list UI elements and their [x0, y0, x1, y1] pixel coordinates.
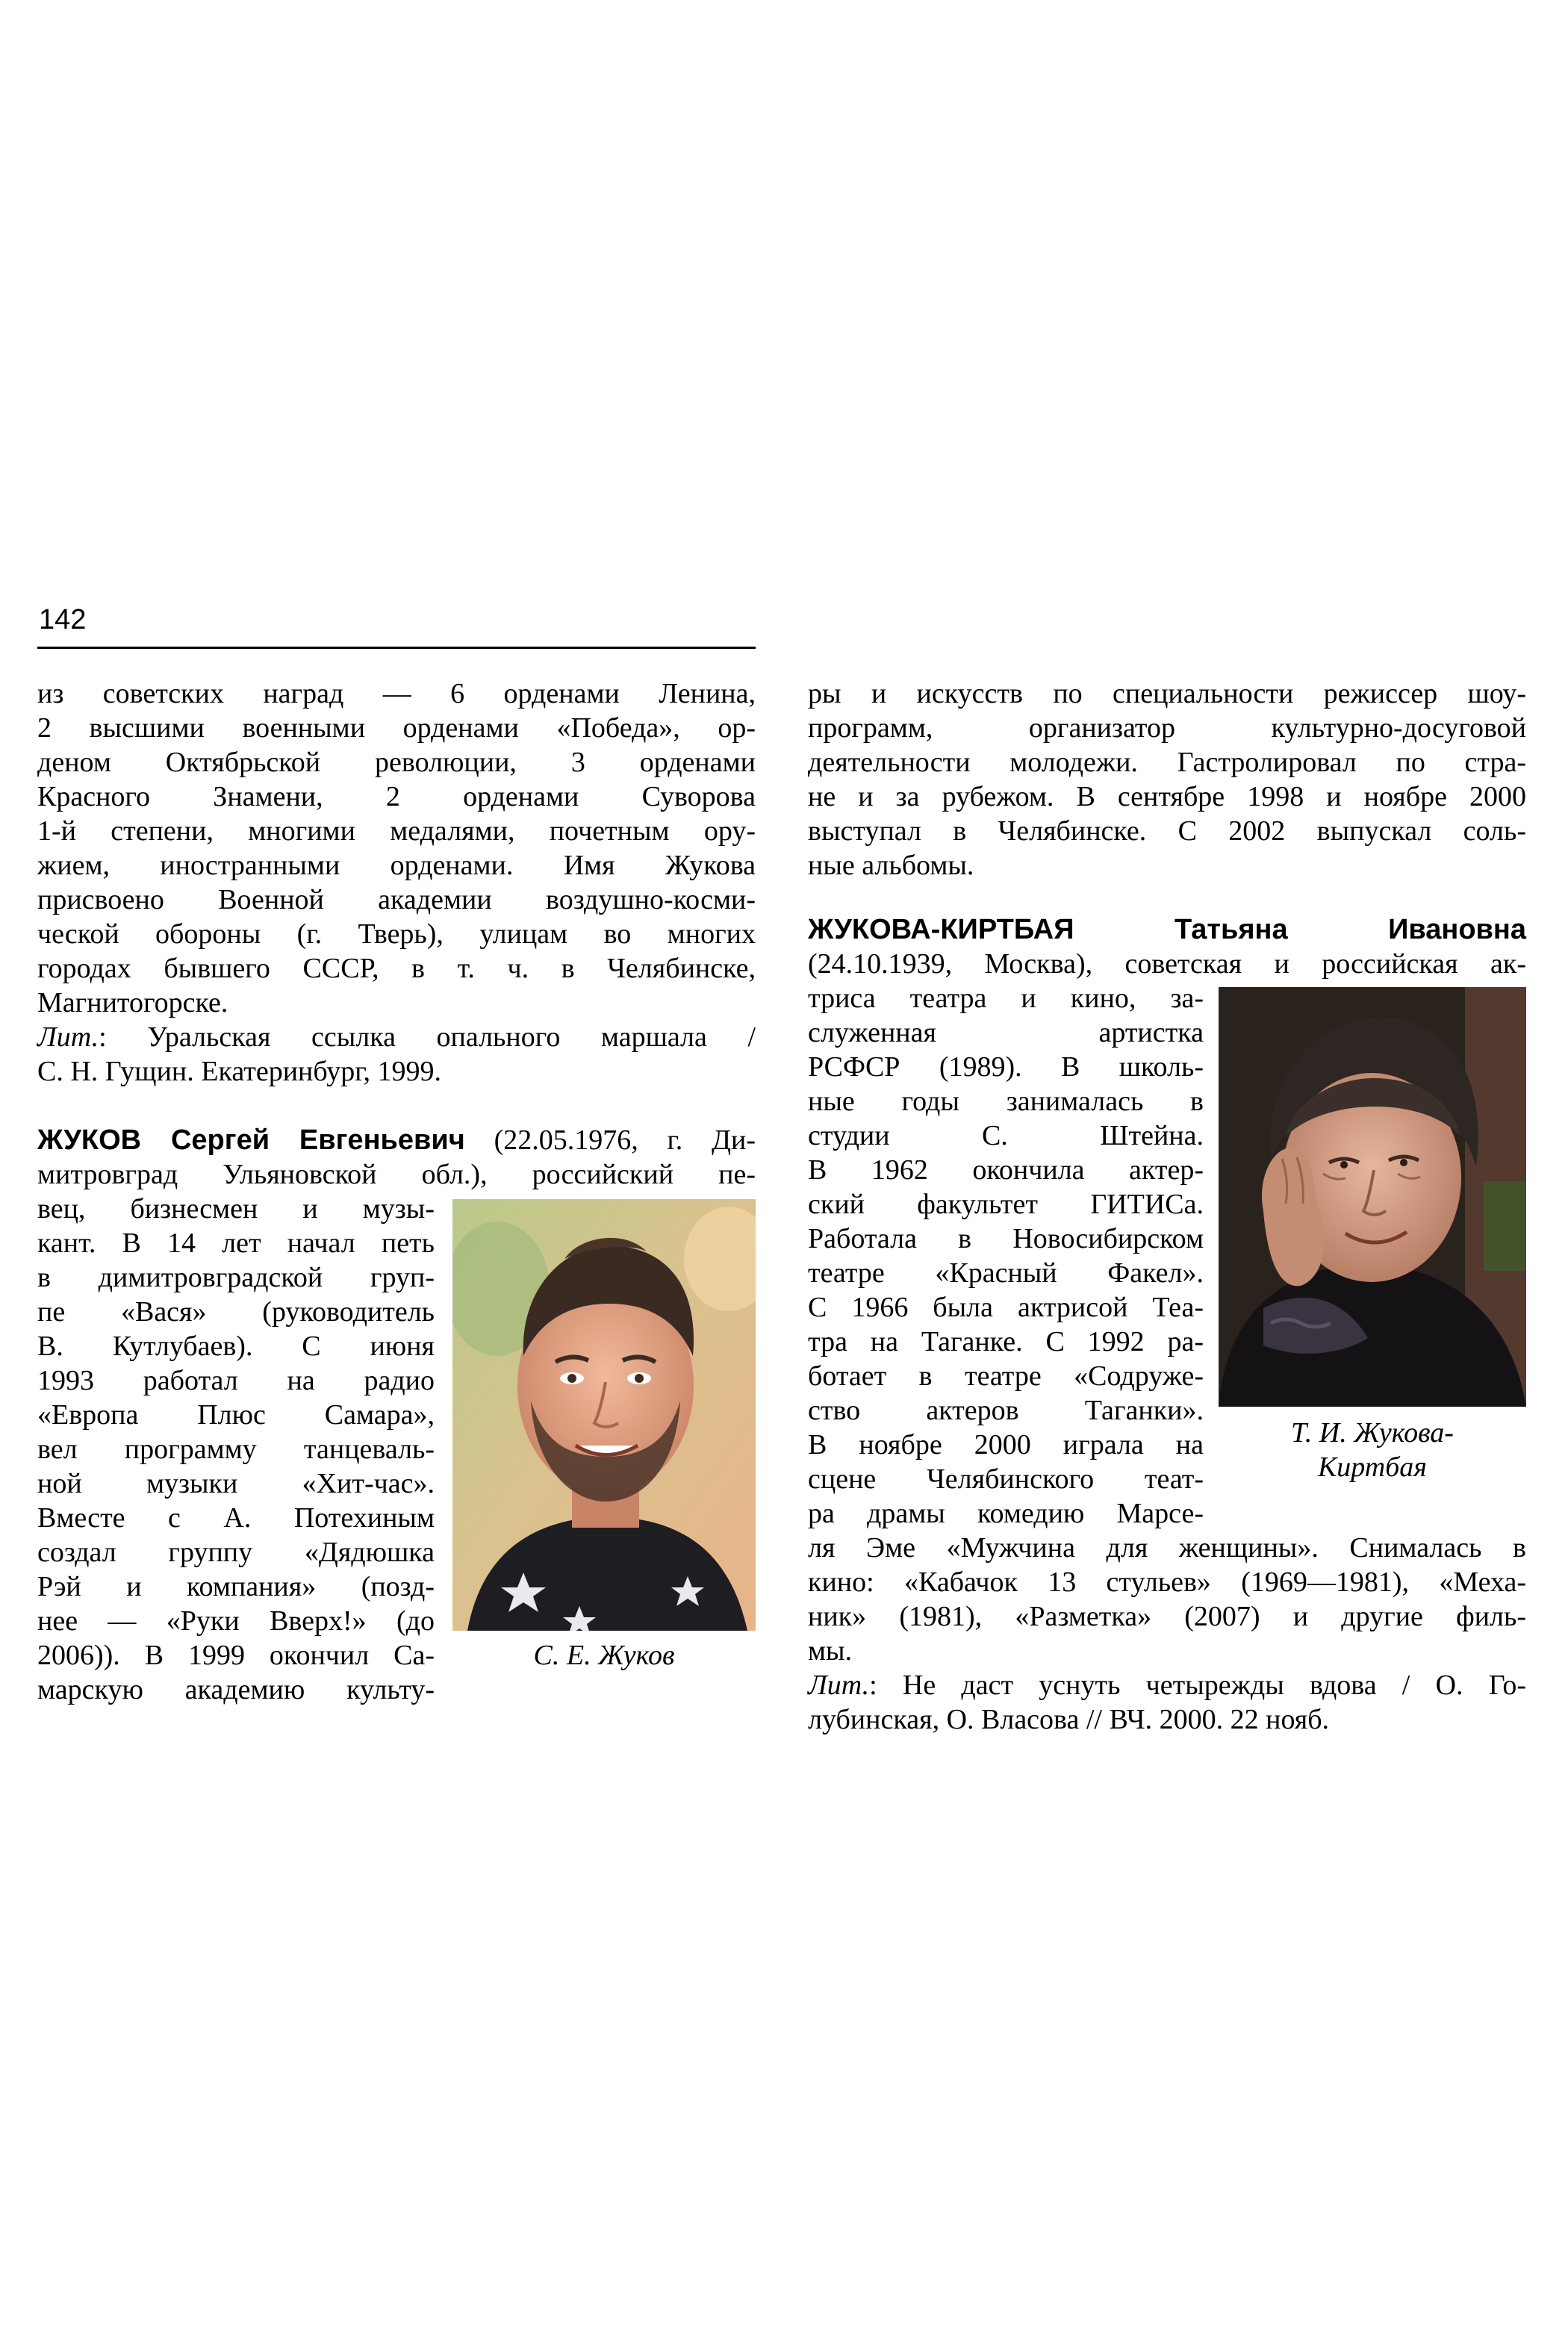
entry-heading-kirtbaya: [808, 912, 1526, 947]
caption-text: Т. И. Жукова-: [1291, 1417, 1454, 1449]
lit-label: Лит.: [808, 1670, 870, 1701]
entry-name: ЖУКОВА-КИРТБАЯ Татьяна Ивановна: [808, 914, 1526, 945]
lit-text: : Уральская ссылка опального маршала /: [99, 1021, 756, 1053]
text-line: 2006)). В 1999 окончил Са-: [37, 1640, 435, 1671]
text-line: С. Н. Гущин. Екатеринбург, 1999.: [37, 1056, 442, 1087]
text-line: деятельности молодежи. Гастролировал по стра-: [808, 747, 1526, 778]
text-line: сцене Челябинского теат-: [808, 1463, 1204, 1495]
text-line: выступал в Челябинске. С 2002 выпускал соль-: [808, 815, 1526, 847]
text-line: Магнитогорске.: [37, 987, 228, 1018]
caption-text: Киртбая: [1318, 1452, 1427, 1483]
text-line: триса театра и кино, за-: [808, 983, 1204, 1014]
text-line: студии С. Штейна.: [808, 1120, 1204, 1151]
text-line: мы.: [808, 1635, 853, 1667]
text-line: Красного Знамени, 2 орденами Суворова: [37, 781, 756, 812]
text-line: 1-й степени, многими медалями, почетным ору-: [37, 815, 756, 847]
text-line: ник» (1981), «Разметка» (2007) и другие филь-: [808, 1601, 1526, 1632]
text-line: программ, организатор культурно-досуговой: [808, 712, 1526, 744]
text-line: митровград Ульяновской обл.), российский пе-: [37, 1159, 756, 1190]
entry-heading-zhukov: [37, 1123, 756, 1157]
text-line: жием, иностранными орденами. Имя Жукова: [37, 850, 756, 881]
text-line: Работала в Новосибирском: [808, 1223, 1204, 1254]
text-line: деном Октябрьской революции, 3 орденами: [37, 747, 756, 778]
text-line: служенная артистка: [808, 1017, 1204, 1048]
text-line: лубинская, О. Власова // ВЧ. 2000. 22 нояб.: [808, 1704, 1330, 1735]
text-line: (24.10.1939, Москва), советская и российская ак-: [808, 948, 1526, 980]
caption-kirtbaya: [1219, 1416, 1526, 1484]
text-line: ля Эме «Мужчина для женщины». Снималась в: [808, 1532, 1526, 1564]
text-line: кант. В 14 лет начал петь: [37, 1228, 435, 1259]
literature-line: [808, 1668, 1526, 1702]
text-line: ский факультет ГИТИСа.: [808, 1189, 1204, 1220]
text-line: Рэй и компания» (позд-: [37, 1571, 435, 1602]
text-line: городах бывшего СССР, в т. ч. в Челябинске,: [37, 953, 756, 984]
header-rule: [37, 647, 756, 649]
portrait-photo-kirtbaya: [1219, 987, 1526, 1407]
text-line: вец, бизнесмен и музы-: [37, 1193, 435, 1225]
text-line: В 1962 окончила актер-: [808, 1154, 1204, 1186]
text-line: ство актеров Таганки».: [808, 1395, 1204, 1426]
text-line: театре «Красный Факел».: [808, 1257, 1204, 1289]
text-line: С 1966 была актрисой Теа-: [808, 1292, 1204, 1323]
text-line: тра на Таганке. С 1992 ра-: [808, 1326, 1204, 1357]
text-line: марскую академию культу-: [37, 1674, 435, 1705]
entry-intro: (22.05.1976, г. Ди-: [464, 1124, 756, 1156]
text-line: кино: «Кабачок 13 стульев» (1969—1981), «Меха-: [808, 1567, 1526, 1598]
lit-text: : Не даст уснуть четырежды вдова / О. Го-: [869, 1670, 1526, 1701]
text-line: ботает в театре «Содруже-: [808, 1360, 1204, 1392]
lit-label: Лит.: [37, 1021, 99, 1053]
text-line: Вместе с А. Потехиным: [37, 1502, 435, 1534]
text-line: 2 высшими военными орденами «Победа», ор-: [37, 712, 756, 744]
text-line: ные альбомы.: [808, 850, 974, 881]
portrait-photo-zhukov: [452, 1199, 756, 1631]
text-line: ческой обороны (г. Тверь), улицам во многих: [37, 918, 756, 950]
text-line: в димитровградской груп-: [37, 1262, 435, 1293]
caption-zhukov: [452, 1638, 756, 1673]
text-line: нее — «Руки Вверх!» (до: [37, 1605, 435, 1637]
text-line: присвоено Военной академии воздушно-косми-: [37, 884, 756, 915]
text-line: РСФСР (1989). В школь-: [808, 1051, 1204, 1083]
text-line: В. Кутлубаев). С июня: [37, 1331, 435, 1362]
page-number: 142: [39, 604, 87, 635]
text-line: не и за рубежом. В сентябре 1998 и ноябре 2000: [808, 781, 1526, 812]
text-line: ные годы занималась в: [808, 1086, 1204, 1117]
portrait-kirtbaya-illustration: [1219, 987, 1526, 1407]
portrait-zhukov-illustration: [452, 1199, 756, 1631]
text-line: ра драмы комедию Марсе-: [808, 1498, 1204, 1529]
text-line: из советских наград — 6 орденами Ленина,: [37, 678, 756, 709]
caption-text: С. Е. Жуков: [533, 1640, 675, 1671]
text-line: В ноябре 2000 играла на: [808, 1429, 1204, 1460]
literature-line: [37, 1020, 756, 1054]
entry-name: ЖУКОВ Сергей Евгеньевич: [37, 1124, 465, 1156]
text-line: создал группу «Дядюшка: [37, 1537, 435, 1568]
text-line: 1993 работал на радио: [37, 1365, 435, 1396]
text-line: вел программу танцеваль-: [37, 1434, 435, 1465]
text-line: пе «Вася» (руководитель: [37, 1296, 435, 1328]
text-line: ры и искусств по специальности режиссер шоу-: [808, 678, 1526, 709]
text-line: «Европа Плюс Самара»,: [37, 1399, 435, 1431]
text-line: ной музыки «Хит-час».: [37, 1468, 435, 1499]
